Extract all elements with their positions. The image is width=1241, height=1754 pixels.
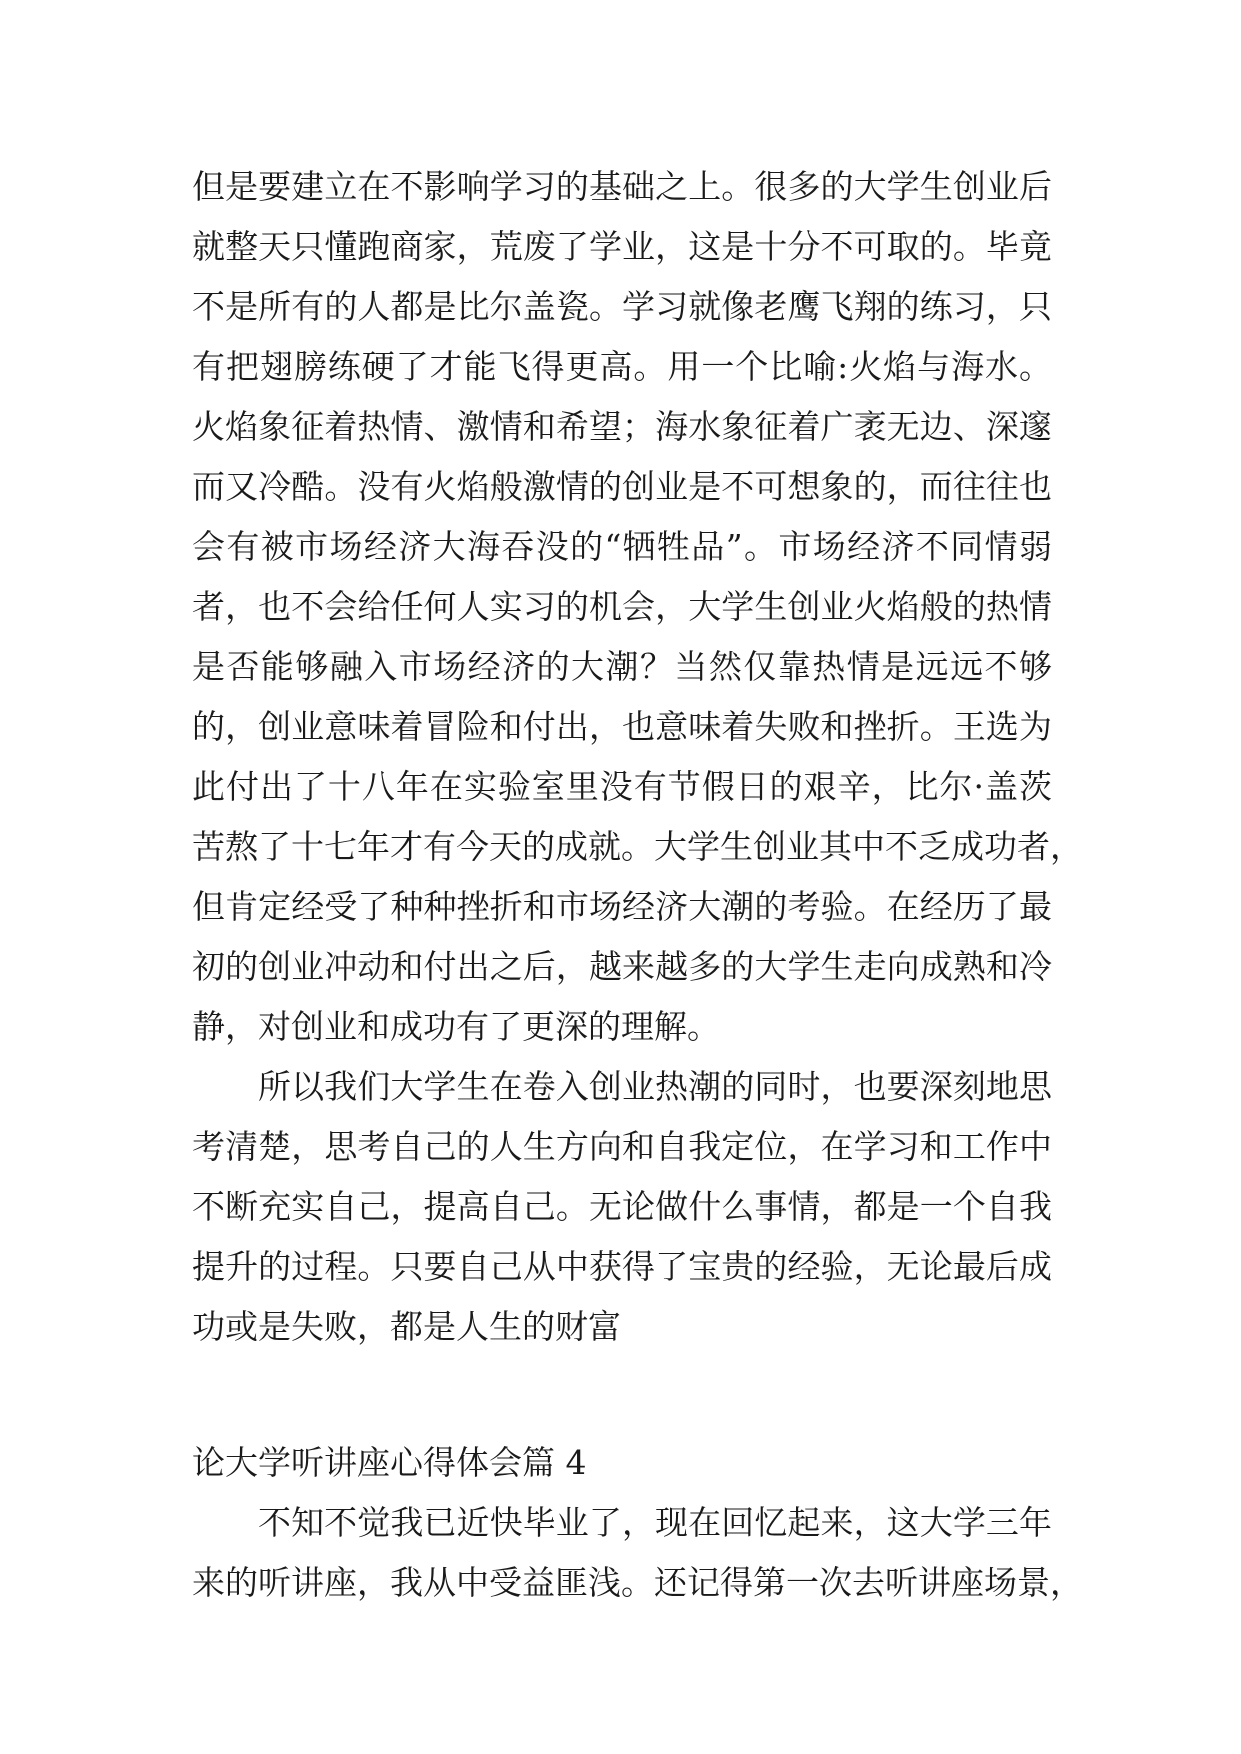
paragraph1-line-5: 火焰象征着热情、激情和希望；海水象征着广袤无边、深邃 [192, 407, 1052, 446]
paragraph2-line-5: 功或是失败，都是人生的财富 [192, 1307, 621, 1346]
paragraph1-line-1: 但是要建立在不影响学习的基础之上。很多的大学生创业后 [192, 167, 1052, 206]
paragraph1-line-3: 不是所有的人都是比尔盖瓷。学习就像老鹰飞翔的练习，只 [192, 287, 1052, 326]
paragraph1-line-9: 是否能够融入市场经济的大潮？当然仅靠热情是远远不够 [192, 647, 1052, 686]
paragraph1-line-10: 的，创业意味着冒险和付出，也意味着失败和挫折。王选为 [192, 707, 1052, 746]
paragraph1-line-4: 有把翅膀练硬了才能飞得更高。用一个比喻:火焰与海水。 [192, 347, 1052, 386]
paragraph1-line-6: 而又冷酷。没有火焰般激情的创业是不可想象的，而往往也 [192, 467, 1052, 506]
paragraph2-line-4: 提升的过程。只要自己从中获得了宝贵的经验，无论最后成 [192, 1247, 1052, 1286]
section4-line-2: 来的听讲座，我从中受益匪浅。还记得第一次去听讲座场景， [192, 1563, 1083, 1602]
paragraph1-line-12: 苦熬了十七年才有今天的成就。大学生创业其中不乏成功者， [192, 827, 1083, 866]
paragraph1-line-15: 静，对创业和成功有了更深的理解。 [192, 1007, 720, 1046]
paragraph2-line-3: 不断充实自己，提高自己。无论做什么事情，都是一个自我 [192, 1187, 1052, 1226]
paragraph2-line-1: 所以我们大学生在卷入创业热潮的同时，也要深刻地思 [258, 1067, 1052, 1106]
paragraph1-line-8: 者，也不会给任何人实习的机会，大学生创业火焰般的热情 [192, 587, 1052, 626]
paragraph1-line-2: 就整天只懂跑商家，荒废了学业，这是十分不可取的。毕竟 [192, 227, 1052, 266]
section4-line-1: 不知不觉我已近快毕业了，现在回忆起来，这大学三年 [258, 1503, 1052, 1542]
paragraph1-line-7: 会有被市场经济大海吞没的“牺牲品”。市场经济不同情弱 [192, 527, 1052, 566]
paragraph2-line-2: 考清楚，思考自己的人生方向和自我定位，在学习和工作中 [192, 1127, 1052, 1166]
section-heading: 论大学听讲座心得体会篇 4 [192, 1443, 587, 1482]
paragraph1-line-14: 初的创业冲动和付出之后，越来越多的大学生走向成熟和冷 [192, 947, 1052, 986]
paragraph1-line-13: 但肯定经受了种种挫折和市场经济大潮的考验。在经历了最 [192, 887, 1052, 926]
paragraph1-line-11: 此付出了十八年在实验室里没有节假日的艰辛，比尔·盖茨 [192, 767, 1052, 806]
